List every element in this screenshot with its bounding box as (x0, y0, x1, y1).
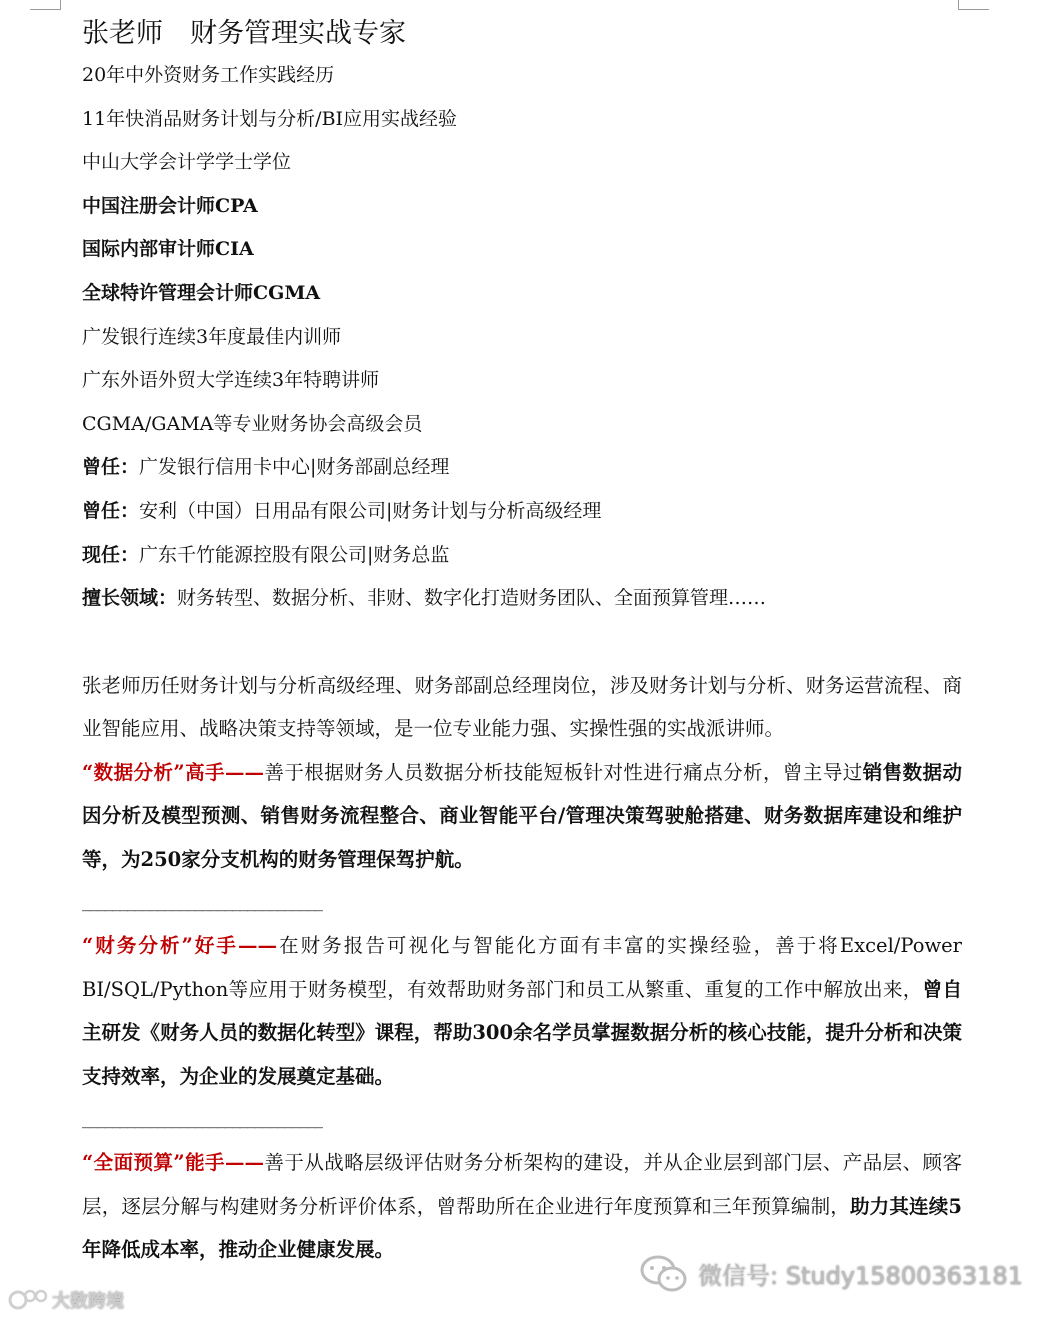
expertise-label: 擅长领域： (82, 587, 178, 610)
section-financial-analysis (82, 924, 962, 1098)
separator-line: ________________________________ (82, 1109, 322, 1130)
section-bold-text: 助力其连续5年降低成本率，推动企业健康发展。 (82, 1194, 962, 1262)
section-bold-text: 曾自主研发《财务人员的数据化转型》课程，帮助300余名学员掌握数据分析的核心技能，提升分析和决策支持效率，为企业的发展奠定基础。 (82, 977, 962, 1088)
position-line (82, 534, 962, 578)
separator-line: ________________________________ (82, 892, 322, 913)
position-label: 现任： (82, 543, 140, 566)
wechat-watermark (638, 1253, 1023, 1293)
document-page (82, 14, 962, 1272)
expertise-line (82, 577, 962, 621)
credential-text: 中国注册会计师CPA (82, 194, 258, 217)
profile-line (82, 316, 962, 360)
profile-line-text: 广东外语外贸大学连续3年特聘讲师 (82, 369, 380, 392)
position-line (82, 490, 962, 534)
page-corner-mark-right (958, 0, 989, 10)
wechat-icon (638, 1253, 690, 1293)
position-label: 曾任： (82, 456, 140, 479)
section-text: 善于根据财务人员数据分析技能短板针对性进行痛点分析，曾主导过 (263, 760, 863, 784)
profile-line-text: 广发银行连续3年度最佳内训师 (82, 325, 342, 348)
profile-line (82, 141, 962, 185)
blank-line (82, 621, 962, 664)
profile-line (82, 403, 962, 447)
position-label: 曾任： (82, 499, 140, 522)
page-corner-mark-left (30, 0, 61, 10)
section-heading: “财务分析”好手—— (82, 934, 277, 958)
site-watermark (8, 1287, 124, 1313)
document-title: 张老师 财务管理实战专家 (82, 18, 406, 49)
section-text: 善于从战略层级评估财务分析架构的建设，并从企业层到部门层、产品层、顾客层，逐层分解与构建财务分析评价体系，曾帮助所在企业进行年度预算和三年预算编制， (82, 1151, 962, 1218)
section-text: 在财务报告可视化与智能化方面有丰富的实操经验，善于将Excel/Power BI/SQL/Python等应用于财务模型，有效帮助财务部门和员工从繁重、重复的工作中解放出来， (82, 934, 963, 1001)
credential-line (82, 185, 962, 229)
section-bold-text: 销售数据动因分析及模型预测、销售财务流程整合、商业智能平台/管理决策驾驶舱搭建、财务数据库建设和维护等，为250家分支机构的财务管理保驾护航。 (82, 760, 962, 871)
position-text: 广发银行信用卡中心|财务部副总经理 (139, 456, 450, 479)
intro-paragraph: 张老师历任财务计划与分析高级经理、财务部副总经理岗位，涉及财务计划与分析、财务运营流程、商业智能应用、战略决策支持等领域，是一位专业能力强、实操性强的实战派讲师。 (82, 673, 962, 741)
section-heading: “全面预算”能手—— (82, 1151, 264, 1175)
credential-line (82, 272, 962, 316)
section-data-analysis (82, 751, 962, 882)
credential-text: 国际内部审计师CIA (82, 238, 254, 261)
position-text: 广东千竹能源控股有限公司|财务总监 (139, 543, 450, 566)
profile-line (82, 54, 962, 98)
section-heading: “数据分析”高手—— (82, 760, 264, 784)
expertise-text: 财务转型、数据分析、非财、数字化打造财务团队、全面预算管理…… (177, 587, 767, 610)
wechat-watermark-text: 微信号: Study15800363181 (698, 1261, 1023, 1290)
credential-line (82, 228, 962, 272)
position-text: 安利（中国）日用品有限公司|财务计划与分析高级经理 (139, 499, 602, 522)
profile-line-text: 中山大学会计学学士学位 (82, 151, 292, 174)
profile-line (82, 98, 962, 142)
profile-list (82, 54, 962, 621)
profile-line-text: 20年中外资财务工作实践经历 (82, 64, 335, 86)
profile-line-text: CGMA/GAMA等专业财务协会高级会员 (82, 412, 423, 435)
position-line (82, 446, 962, 490)
profile-line (82, 359, 962, 403)
profile-line-text: 11年快消品财务计划与分析/BI应用实战经验 (82, 107, 458, 130)
credential-text: 全球特许管理会计师CGMA (82, 281, 321, 304)
site-watermark-text: 大数跨境 (52, 1291, 124, 1312)
site-logo-icon (8, 1287, 48, 1313)
